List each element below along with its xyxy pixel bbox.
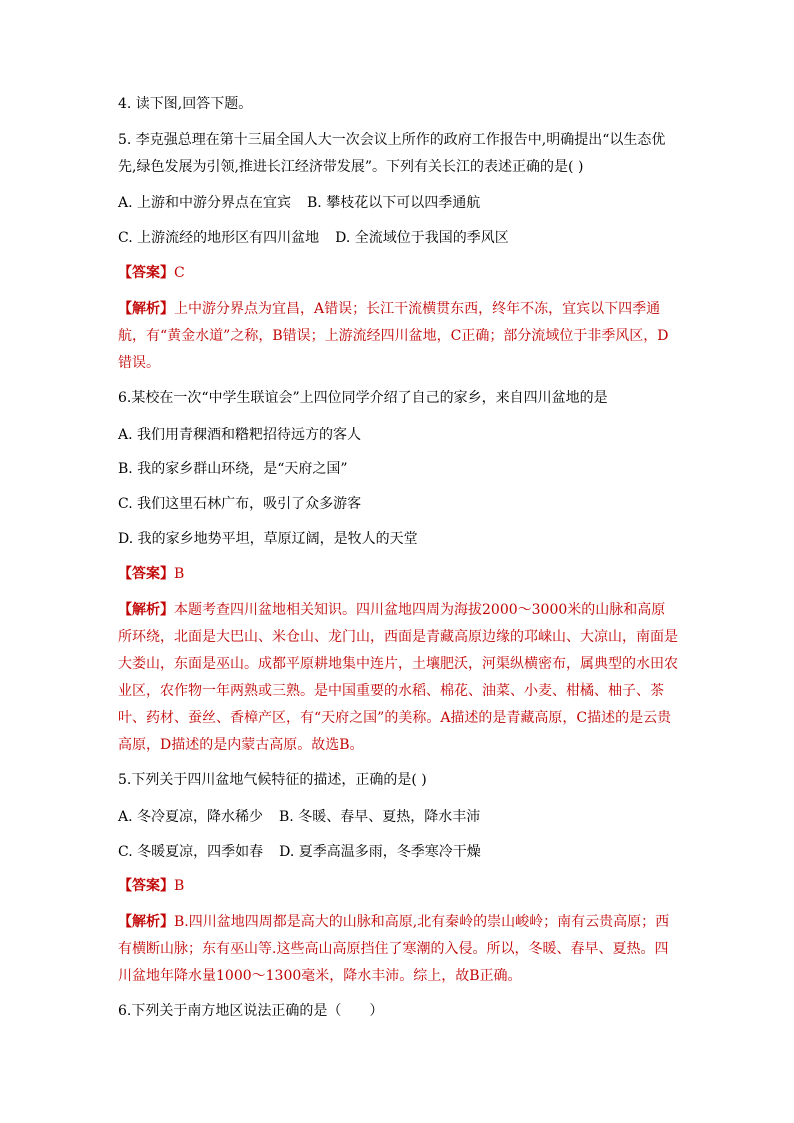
question-5-stem-line2: 先,绿色发展为引领,推进长江经济带发展”。下列有关长江的表述正确的是( ) [118,159,584,175]
question-5b-options-row2 [118,842,678,862]
question-5-options-row1 [118,193,678,213]
option-a: A. 冬冷夏凉，降水稀少 [118,809,264,825]
option-c: C. 冬暖夏凉，四季如春 [118,844,264,860]
question-6-analysis [118,597,678,759]
option-a: A. 上游和中游分界点在宜宾 [118,195,292,211]
analysis-tag: 【解析】 [118,301,174,317]
question-6-option-d: D. 我的家乡地势平坦，草原辽阔，是牧人的天堂 [118,531,418,547]
question-5-answer [118,263,678,283]
question-5b-options-row1 [118,807,678,827]
analysis-text: B.四川盆地四周都是高大的山脉和高原,北有秦岭的崇山峻岭；南有云贵高原；西有横断山脉；东有巫山等.这些高山高原挡住了寒潮的入侵。所以，冬暖、春早、夏热。四川盆地年降水量1000～1300毫米，降水丰沛。综上，故B正确。 [118,914,670,984]
answer-value: B [174,566,185,582]
question-6b-stem: 6.下列关于南方地区说法正确的是（ ） [118,1003,384,1019]
answer-tag: 【答案】 [118,265,174,281]
question-6-stem: 6.某校在一次“中学生联谊会”上四位同学介绍了自己的家乡，来自四川盆地的是 [118,390,608,406]
question-6-option-a: A. 我们用青稞酒和糌粑招待远方的客人 [118,427,362,443]
option-b: B. 冬暖、春早、夏热，降水丰沛 [279,809,481,825]
question-5b-analysis [118,909,678,990]
analysis-tag: 【解析】 [118,914,174,930]
analysis-text: 本题考查四川盆地相关知识。四川盆地四周为海拔2000～3000米的山脉和高原所环绕，北面是大巴山、米仓山、龙门山，西面是青藏高原边缘的邛崃山、大凉山，南面是大娄山，东面是巫山。成都平原耕地集中连片，土壤肥沃，河渠纵横密布，属典型的水田农业区，农作物一年两熟或三熟。是中国重要的水稻、棉花、油菜、小麦、柑橘、柚子、茶叶、药材、蚕丝、香樟产区，有“天府之国”的美称。A描述的是青藏高原，C描述的是云贵高原，D描述的是内蒙古高原。故选B。 [118,602,678,753]
answer-tag: 【答案】 [118,566,174,582]
question-5-options-row2 [118,228,678,248]
question-6-answer [118,564,678,584]
question-4-text: 4. 读下图,回答下题。 [118,96,253,112]
option-d: D. 夏季高温多雨，冬季寒冷干燥 [279,844,481,860]
option-b: B. 攀枝花以下可以四季通航 [307,195,481,211]
answer-tag: 【答案】 [118,878,174,894]
question-6-option-b: B. 我的家乡群山环绕，是“天府之国” [118,461,348,477]
option-c: C. 上游流经的地形区有四川盆地 [118,230,320,246]
question-5b-stem: 5.下列关于四川盆地气候特征的描述，正确的是( ) [118,772,427,788]
option-d: D. 全流域位于我国的季风区 [335,230,509,246]
question-5-analysis [118,296,678,377]
answer-value: C [174,265,185,281]
analysis-tag: 【解析】 [118,602,174,618]
answer-value: B [174,878,185,894]
analysis-text: 上中游分界点为宜昌，A错误；长江干流横贯东西，终年不冻，宜宾以下四季通航，有“黄金水道”之称，B错误；上游流经四川盆地，C正确；部分流域位于非季风区，D错误。 [118,301,669,371]
question-5b-answer [118,876,678,896]
question-6-option-c: C. 我们这里石林广布，吸引了众多游客 [118,496,362,512]
question-5-stem-line1: 5. 李克强总理在第十三届全国人大一次会议上所作的政府工作报告中,明确提出“以生态优 [118,132,666,148]
